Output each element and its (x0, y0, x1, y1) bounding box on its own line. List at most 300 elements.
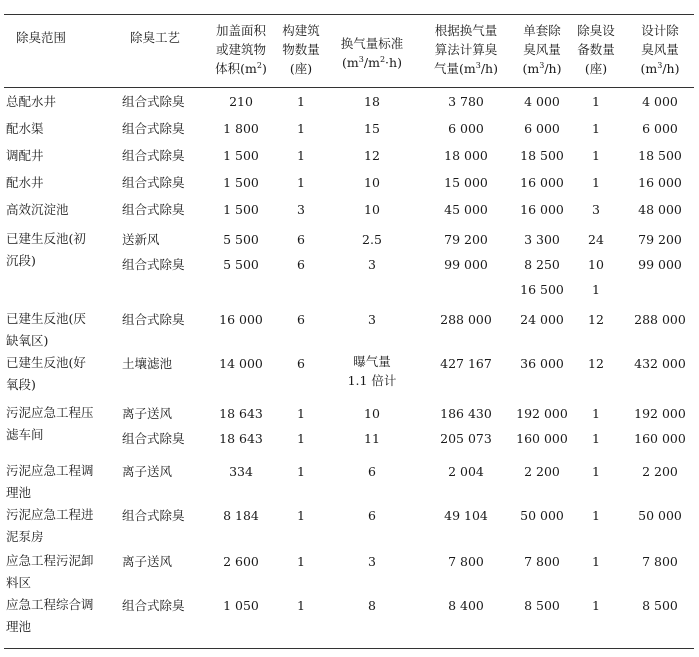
cell-line: 1 (592, 464, 600, 479)
header-line: 设计除 (641, 23, 679, 38)
cell-line: 3 (592, 202, 600, 217)
header-cell-count (272, 21, 330, 78)
cell-equip (568, 550, 624, 573)
cell-count (272, 594, 330, 617)
cell-line: 1 (297, 121, 305, 136)
cell-equip (568, 117, 624, 140)
cell-count (272, 144, 330, 167)
cell-line: 配水渠 (6, 121, 44, 136)
cell-line: 1 (297, 148, 305, 163)
cell-scope (6, 90, 118, 113)
cell-equip (568, 144, 624, 167)
cell-calc (416, 402, 516, 425)
cell-line: 8 184 (223, 508, 259, 523)
cell-line: 3 (368, 554, 376, 569)
cell-line: 离子送风 (122, 406, 173, 421)
cell-process (122, 228, 206, 251)
cell-line: 3 780 (448, 94, 484, 109)
cell-line: 4 000 (642, 94, 678, 109)
cell-count (272, 117, 330, 140)
cell-design (624, 253, 696, 276)
header-line: 算法计算臭 (434, 42, 498, 57)
cell-line: 16 000 (520, 202, 564, 217)
cell-unit (510, 427, 574, 450)
cell-equip (568, 90, 624, 113)
cell-std (326, 253, 418, 276)
cell-line: 1 500 (223, 175, 259, 190)
cell-area (206, 90, 276, 113)
cell-scope (6, 228, 118, 272)
cell-calc (416, 504, 516, 527)
cell-line: 1 (592, 94, 600, 109)
header-cell-area (206, 21, 276, 78)
table-top-rule (4, 14, 694, 15)
cell-scope (6, 402, 118, 446)
header-line: 构建筑 (282, 23, 320, 38)
cell-area (206, 308, 276, 331)
header-line: 除臭设 (577, 23, 615, 38)
cell-std (326, 308, 418, 331)
cell-line: 10 (364, 175, 380, 190)
cell-line: 已建生反池(厌 (6, 311, 86, 326)
cell-unit (510, 402, 574, 425)
cell-design (624, 198, 696, 221)
cell-design (624, 228, 696, 251)
cell-design (624, 308, 696, 331)
cell-std (326, 144, 418, 167)
cell-line: 2 200 (524, 464, 560, 479)
header-cell-calc (416, 21, 516, 78)
cell-line: 18 643 (219, 431, 263, 446)
cell-line: 12 (588, 312, 604, 327)
cell-line: 6 (297, 312, 305, 327)
header-line: 根据换气量 (434, 23, 498, 38)
cell-line: 缺氧区) (6, 333, 49, 348)
cell-line: 15 (364, 121, 380, 136)
cell-line: 11 (364, 431, 380, 446)
cell-line: 3 (368, 257, 376, 272)
cell-process (122, 594, 206, 617)
cell-equip (568, 171, 624, 194)
cell-line: 7 800 (448, 554, 484, 569)
cell-line: 1 500 (223, 148, 259, 163)
cell-line: 沉段) (6, 253, 36, 268)
cell-line: 1 500 (223, 202, 259, 217)
header-line: 除臭工艺 (130, 30, 181, 45)
cell-line: 6 (297, 356, 305, 371)
cell-line: 组合式除臭 (122, 431, 185, 446)
cell-line: 组合式除臭 (122, 202, 185, 217)
cell-process (122, 90, 206, 113)
cell-line: 1 (592, 175, 600, 190)
header-line: 备数量 (577, 42, 615, 57)
cell-line: 1 (592, 554, 600, 569)
cell-line: 2 600 (223, 554, 259, 569)
cell-line: 组合式除臭 (122, 312, 185, 327)
cell-line: 16 000 (638, 175, 682, 190)
cell-std (326, 198, 418, 221)
cell-equip (568, 228, 624, 251)
cell-area (206, 198, 276, 221)
header-line: 加盖面积 (215, 23, 266, 38)
cell-line: 离子送风 (122, 464, 173, 479)
cell-equip (568, 427, 624, 450)
cell-line: 6 000 (524, 121, 560, 136)
cell-line: 组合式除臭 (122, 175, 185, 190)
cell-scope (6, 550, 118, 594)
cell-line: 192 000 (516, 406, 568, 421)
cell-line: 2 200 (642, 464, 678, 479)
cell-std (326, 460, 418, 483)
cell-line: 配水井 (6, 175, 44, 190)
cell-area (206, 550, 276, 573)
table-header-rule (4, 87, 694, 88)
cell-area (206, 117, 276, 140)
cell-line: 6 (297, 257, 305, 272)
cell-scope (6, 460, 118, 504)
header-cell-scope (6, 28, 128, 47)
cell-line: 186 430 (440, 406, 492, 421)
cell-std (326, 90, 418, 113)
cell-line: 8 500 (524, 598, 560, 613)
header-line: (座) (289, 61, 313, 76)
header-line: 臭风量 (641, 42, 679, 57)
cell-line: 160 000 (634, 431, 686, 446)
cell-line: 料区 (6, 575, 32, 590)
cell-line: 10 (364, 406, 380, 421)
cell-count (272, 550, 330, 573)
cell-line: 土壤滤池 (122, 356, 173, 371)
header-line: 体积$(m^2)$ (215, 60, 267, 76)
cell-process (122, 460, 206, 483)
cell-count (272, 504, 330, 527)
header-line: $(m^3/m^2\cdot h)$ (342, 54, 402, 70)
cell-line: 应急工程污泥卸 (6, 553, 94, 568)
cell-line: 送新风 (122, 232, 160, 247)
header-line: $(m^3/h)$ (522, 60, 562, 76)
cell-unit (510, 504, 574, 527)
cell-unit (510, 144, 574, 167)
cell-line: 432 000 (634, 356, 686, 371)
cell-line: 1 050 (223, 598, 259, 613)
cell-unit (510, 594, 574, 617)
cell-area (206, 402, 276, 425)
cell-unit (510, 253, 574, 276)
cell-std (326, 352, 418, 390)
cell-line: 8 250 (524, 257, 560, 272)
cell-count (272, 171, 330, 194)
cell-design (624, 427, 696, 450)
cell-std (326, 228, 418, 251)
cell-line: 8 (368, 598, 376, 613)
cell-calc (416, 198, 516, 221)
cell-line: 总配水井 (6, 94, 57, 109)
cell-area (206, 352, 276, 375)
cell-calc (416, 550, 516, 573)
cell-line: 6 000 (642, 121, 678, 136)
cell-equip (568, 460, 624, 483)
cell-line: 已建生反池(初 (6, 231, 86, 246)
cell-line: 79 200 (638, 232, 682, 247)
cell-line: 12 (588, 356, 604, 371)
cell-line: 5 500 (223, 232, 259, 247)
cell-line: 288 000 (634, 312, 686, 327)
cell-equip (568, 594, 624, 617)
cell-line: 12 (364, 148, 380, 163)
cell-std (326, 427, 418, 450)
cell-line: 36 000 (520, 356, 564, 371)
cell-line: 16 000 (520, 175, 564, 190)
cell-process (122, 402, 206, 425)
header-cell-std (326, 34, 418, 72)
cell-line: 污泥应急工程调 (6, 463, 94, 478)
cell-line: 192 000 (634, 406, 686, 421)
cell-equip (568, 278, 624, 301)
cell-design (624, 117, 696, 140)
cell-line: 10 (364, 202, 380, 217)
cell-line: 8 500 (642, 598, 678, 613)
cell-line: 滤车间 (6, 427, 44, 442)
cell-line: 210 (229, 94, 253, 109)
cell-area (206, 460, 276, 483)
header-line: 物数量 (282, 42, 320, 57)
cell-scope (6, 352, 118, 396)
cell-line: 1 (297, 554, 305, 569)
cell-count (272, 402, 330, 425)
cell-line: 5 500 (223, 257, 259, 272)
cell-line: 2 004 (448, 464, 484, 479)
cell-process (122, 550, 206, 573)
cell-line: 1.1 倍计 (347, 373, 397, 388)
cell-process (122, 427, 206, 450)
cell-line: 1 (297, 175, 305, 190)
header-cell-unit (510, 21, 574, 78)
cell-line: 理池 (6, 619, 32, 634)
cell-line: 99 000 (638, 257, 682, 272)
cell-line: 6 (368, 508, 376, 523)
cell-area (206, 253, 276, 276)
cell-calc (416, 253, 516, 276)
table-bottom-rule (4, 648, 694, 649)
cell-line: 1 (592, 282, 600, 297)
cell-design (624, 402, 696, 425)
cell-line: 24 000 (520, 312, 564, 327)
cell-line: 18 (364, 94, 380, 109)
cell-unit (510, 198, 574, 221)
cell-calc (416, 460, 516, 483)
cell-unit (510, 117, 574, 140)
cell-std (326, 550, 418, 573)
cell-scope (6, 171, 118, 194)
cell-count (272, 228, 330, 251)
cell-process (122, 171, 206, 194)
cell-line: 50 000 (638, 508, 682, 523)
cell-line: 16 000 (219, 312, 263, 327)
cell-equip (568, 352, 624, 375)
cell-process (122, 253, 206, 276)
cell-count (272, 198, 330, 221)
cell-std (326, 504, 418, 527)
cell-design (624, 352, 696, 375)
cell-line: 曝气量 (353, 354, 391, 369)
cell-unit (510, 228, 574, 251)
cell-line: 10 (588, 257, 604, 272)
cell-line: 组合式除臭 (122, 508, 185, 523)
cell-line: 1 (297, 431, 305, 446)
cell-calc (416, 90, 516, 113)
cell-design (624, 460, 696, 483)
cell-line: 288 000 (440, 312, 492, 327)
cell-count (272, 460, 330, 483)
cell-area (206, 594, 276, 617)
cell-area (206, 427, 276, 450)
cell-line: 18 000 (444, 148, 488, 163)
header-cell-equip (568, 21, 624, 78)
cell-line: 4 000 (524, 94, 560, 109)
cell-std (326, 402, 418, 425)
cell-equip (568, 504, 624, 527)
cell-design (624, 171, 696, 194)
cell-calc (416, 228, 516, 251)
cell-line: 1 (592, 598, 600, 613)
cell-line: 组合式除臭 (122, 121, 185, 136)
cell-calc (416, 308, 516, 331)
cell-line: 7 800 (524, 554, 560, 569)
cell-line: 8 400 (448, 598, 484, 613)
cell-line: 6 000 (448, 121, 484, 136)
cell-line: 1 (592, 121, 600, 136)
cell-line: 3 (368, 312, 376, 327)
cell-process (122, 144, 206, 167)
cell-line: 334 (229, 464, 253, 479)
cell-equip (568, 402, 624, 425)
cell-line: 45 000 (444, 202, 488, 217)
cell-line: 15 000 (444, 175, 488, 190)
cell-count (272, 427, 330, 450)
cell-design (624, 550, 696, 573)
header-line: 臭风量 (523, 42, 561, 57)
cell-line: 离子送风 (122, 554, 173, 569)
cell-unit (510, 460, 574, 483)
cell-line: 427 167 (440, 356, 492, 371)
cell-line: 调配井 (6, 148, 44, 163)
cell-process (122, 352, 206, 375)
cell-line: 1 (592, 406, 600, 421)
cell-line: 1 (592, 508, 600, 523)
cell-line: 应急工程综合调 (6, 597, 94, 612)
header-line: 单套除 (523, 23, 561, 38)
cell-equip (568, 253, 624, 276)
cell-calc (416, 352, 516, 375)
cell-unit (510, 90, 574, 113)
cell-equip (568, 198, 624, 221)
cell-design (624, 90, 696, 113)
cell-scope (6, 198, 118, 221)
cell-line: 14 000 (219, 356, 263, 371)
cell-line: 已建生反池(好 (6, 355, 86, 370)
cell-line: 79 200 (444, 232, 488, 247)
cell-line: 1 (297, 406, 305, 421)
header-line: 或建筑物 (215, 42, 266, 57)
cell-line: 6 (297, 232, 305, 247)
cell-line: 99 000 (444, 257, 488, 272)
cell-calc (416, 171, 516, 194)
cell-unit (510, 352, 574, 375)
cell-line: 18 643 (219, 406, 263, 421)
cell-line: 205 073 (440, 431, 492, 446)
cell-count (272, 253, 330, 276)
cell-line: 组合式除臭 (122, 257, 185, 272)
cell-line: 3 (297, 202, 305, 217)
cell-line: 18 500 (520, 148, 564, 163)
cell-count (272, 308, 330, 331)
cell-design (624, 144, 696, 167)
cell-line: 氧段) (6, 377, 36, 392)
header-line: 换气量标准 (340, 36, 404, 51)
cell-process (122, 308, 206, 331)
cell-design (624, 594, 696, 617)
cell-line: 7 800 (642, 554, 678, 569)
cell-unit (510, 308, 574, 331)
cell-line: 48 000 (638, 202, 682, 217)
cell-count (272, 352, 330, 375)
cell-line: 1 (592, 148, 600, 163)
cell-line: 污泥应急工程进 (6, 507, 94, 522)
cell-line: 理池 (6, 485, 32, 500)
cell-scope (6, 594, 118, 638)
cell-line: 24 (588, 232, 604, 247)
cell-line: 1 (592, 431, 600, 446)
cell-line: 49 104 (444, 508, 488, 523)
cell-process (122, 117, 206, 140)
cell-scope (6, 504, 118, 548)
cell-design (624, 504, 696, 527)
header-line: (座) (584, 61, 608, 76)
cell-calc (416, 117, 516, 140)
cell-scope (6, 144, 118, 167)
cell-line: 1 (297, 464, 305, 479)
cell-line: 16 500 (520, 282, 564, 297)
cell-line: 2.5 (362, 232, 382, 247)
cell-line: 污泥应急工程压 (6, 405, 94, 420)
cell-scope (6, 308, 118, 352)
cell-area (206, 144, 276, 167)
cell-line: 泥泵房 (6, 529, 44, 544)
header-line: 气量$(m^3/h)$ (434, 60, 498, 76)
cell-line: 1 (297, 598, 305, 613)
cell-scope (6, 117, 118, 140)
cell-line: 3 300 (524, 232, 560, 247)
cell-process (122, 504, 206, 527)
cell-std (326, 117, 418, 140)
cell-line: 50 000 (520, 508, 564, 523)
cell-line: 组合式除臭 (122, 598, 185, 613)
cell-line: 1 (297, 94, 305, 109)
cell-line: 1 (297, 508, 305, 523)
header-cell-design (624, 21, 696, 78)
cell-area (206, 228, 276, 251)
header-line: 除臭范围 (16, 30, 67, 45)
cell-unit (510, 550, 574, 573)
cell-calc (416, 427, 516, 450)
cell-line: 高效沉淀池 (6, 202, 69, 217)
header-cell-process (122, 28, 214, 47)
cell-line: 160 000 (516, 431, 568, 446)
cell-std (326, 171, 418, 194)
cell-line: 组合式除臭 (122, 94, 185, 109)
cell-std (326, 594, 418, 617)
cell-equip (568, 308, 624, 331)
